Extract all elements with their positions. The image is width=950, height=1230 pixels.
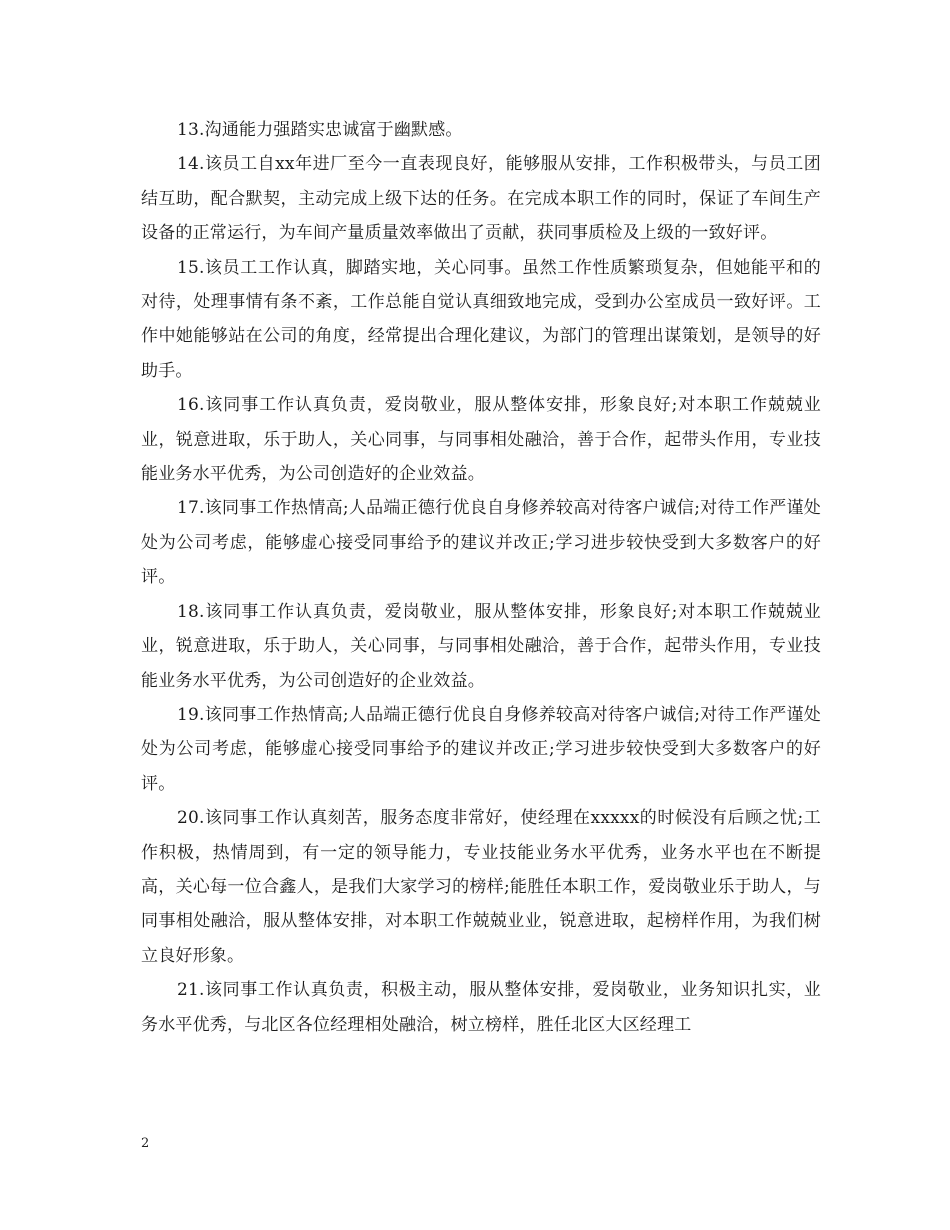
paragraph-21: 21.该同事工作认真负责，积极主动，服从整体安排，爱岗敬业，业务知识扎实，业务水平优秀，与北区各位经理相处融洽，树立榜样，胜任北区大区经理工 xyxy=(141,980,821,1035)
paragraph-19: 19.该同事工作热情高;人品端正德行优良自身修养较高对待客户诚信;对待工作严谨处处为公司考虑，能够虚心接受同事给予的建议并改正;学习进步较快受到大多数客户的好评。 xyxy=(141,704,821,794)
paragraph-17: 17.该同事工作热情高;人品端正德行优良自身修养较高对待客户诚信;对待工作严谨处处为公司考虑，能够虚心接受同事给予的建议并改正;学习进步较快受到大多数客户的好评。 xyxy=(141,498,821,588)
paragraph-14: 14.该员工自xx年进厂至今一直表现良好，能够服从安排，工作积极带头，与员工团结互助，配合默契，主动完成上级下达的任务。在完成本职工作的同时，保证了车间生产设备的正常运行，为车间产量质量效率做出了贡献，获同事质检及上级的一致好评。 xyxy=(141,154,821,244)
paragraph-15: 15.该员工工作认真，脚踏实地，关心同事。虽然工作性质繁琐复杂，但她能平和的对待，处理事情有条不紊，工作总能自觉认真细致地完成，受到办公室成员一致好评。工作中她能够站在公司的角度，经常提出合理化建议，为部门的管理出谋策划，是领导的好助手。 xyxy=(141,257,821,381)
document-body xyxy=(141,113,821,1042)
page-number: 2 xyxy=(141,1136,150,1151)
paragraph-13: 13.沟通能力强踏实忠诚富于幽默感。 xyxy=(177,120,463,140)
paragraph-18: 18.该同事工作认真负责，爱岗敬业，服从整体安排，形象良好;对本职工作兢兢业业，锐意进取，乐于助人，关心同事，与同事相处融洽，善于合作，起带头作用，专业技能业务水平优秀，为公司创造好的企业效益。 xyxy=(141,601,821,691)
paragraph-16: 16.该同事工作认真负责，爱岗敬业，服从整体安排，形象良好;对本职工作兢兢业业，锐意进取，乐于助人，关心同事，与同事相处融洽，善于合作，起带头作用，专业技能业务水平优秀，为公司创造好的企业效益。 xyxy=(141,395,821,485)
paragraph-20: 20.该同事工作认真刻苦，服务态度非常好，使经理在xxxxx的时候没有后顾之忧;工作积极，热情周到，有一定的领导能力，专业技能业务水平优秀，业务水平也在不断提高，关心每一位合鑫人，是我们大家学习的榜样;能胜任本职工作，爱岗敬业乐于助人，与同事相处融洽，服从整体安排，对本职工作兢兢业业，锐意进取，起榜样作用，为我们树立良好形象。 xyxy=(141,808,821,966)
